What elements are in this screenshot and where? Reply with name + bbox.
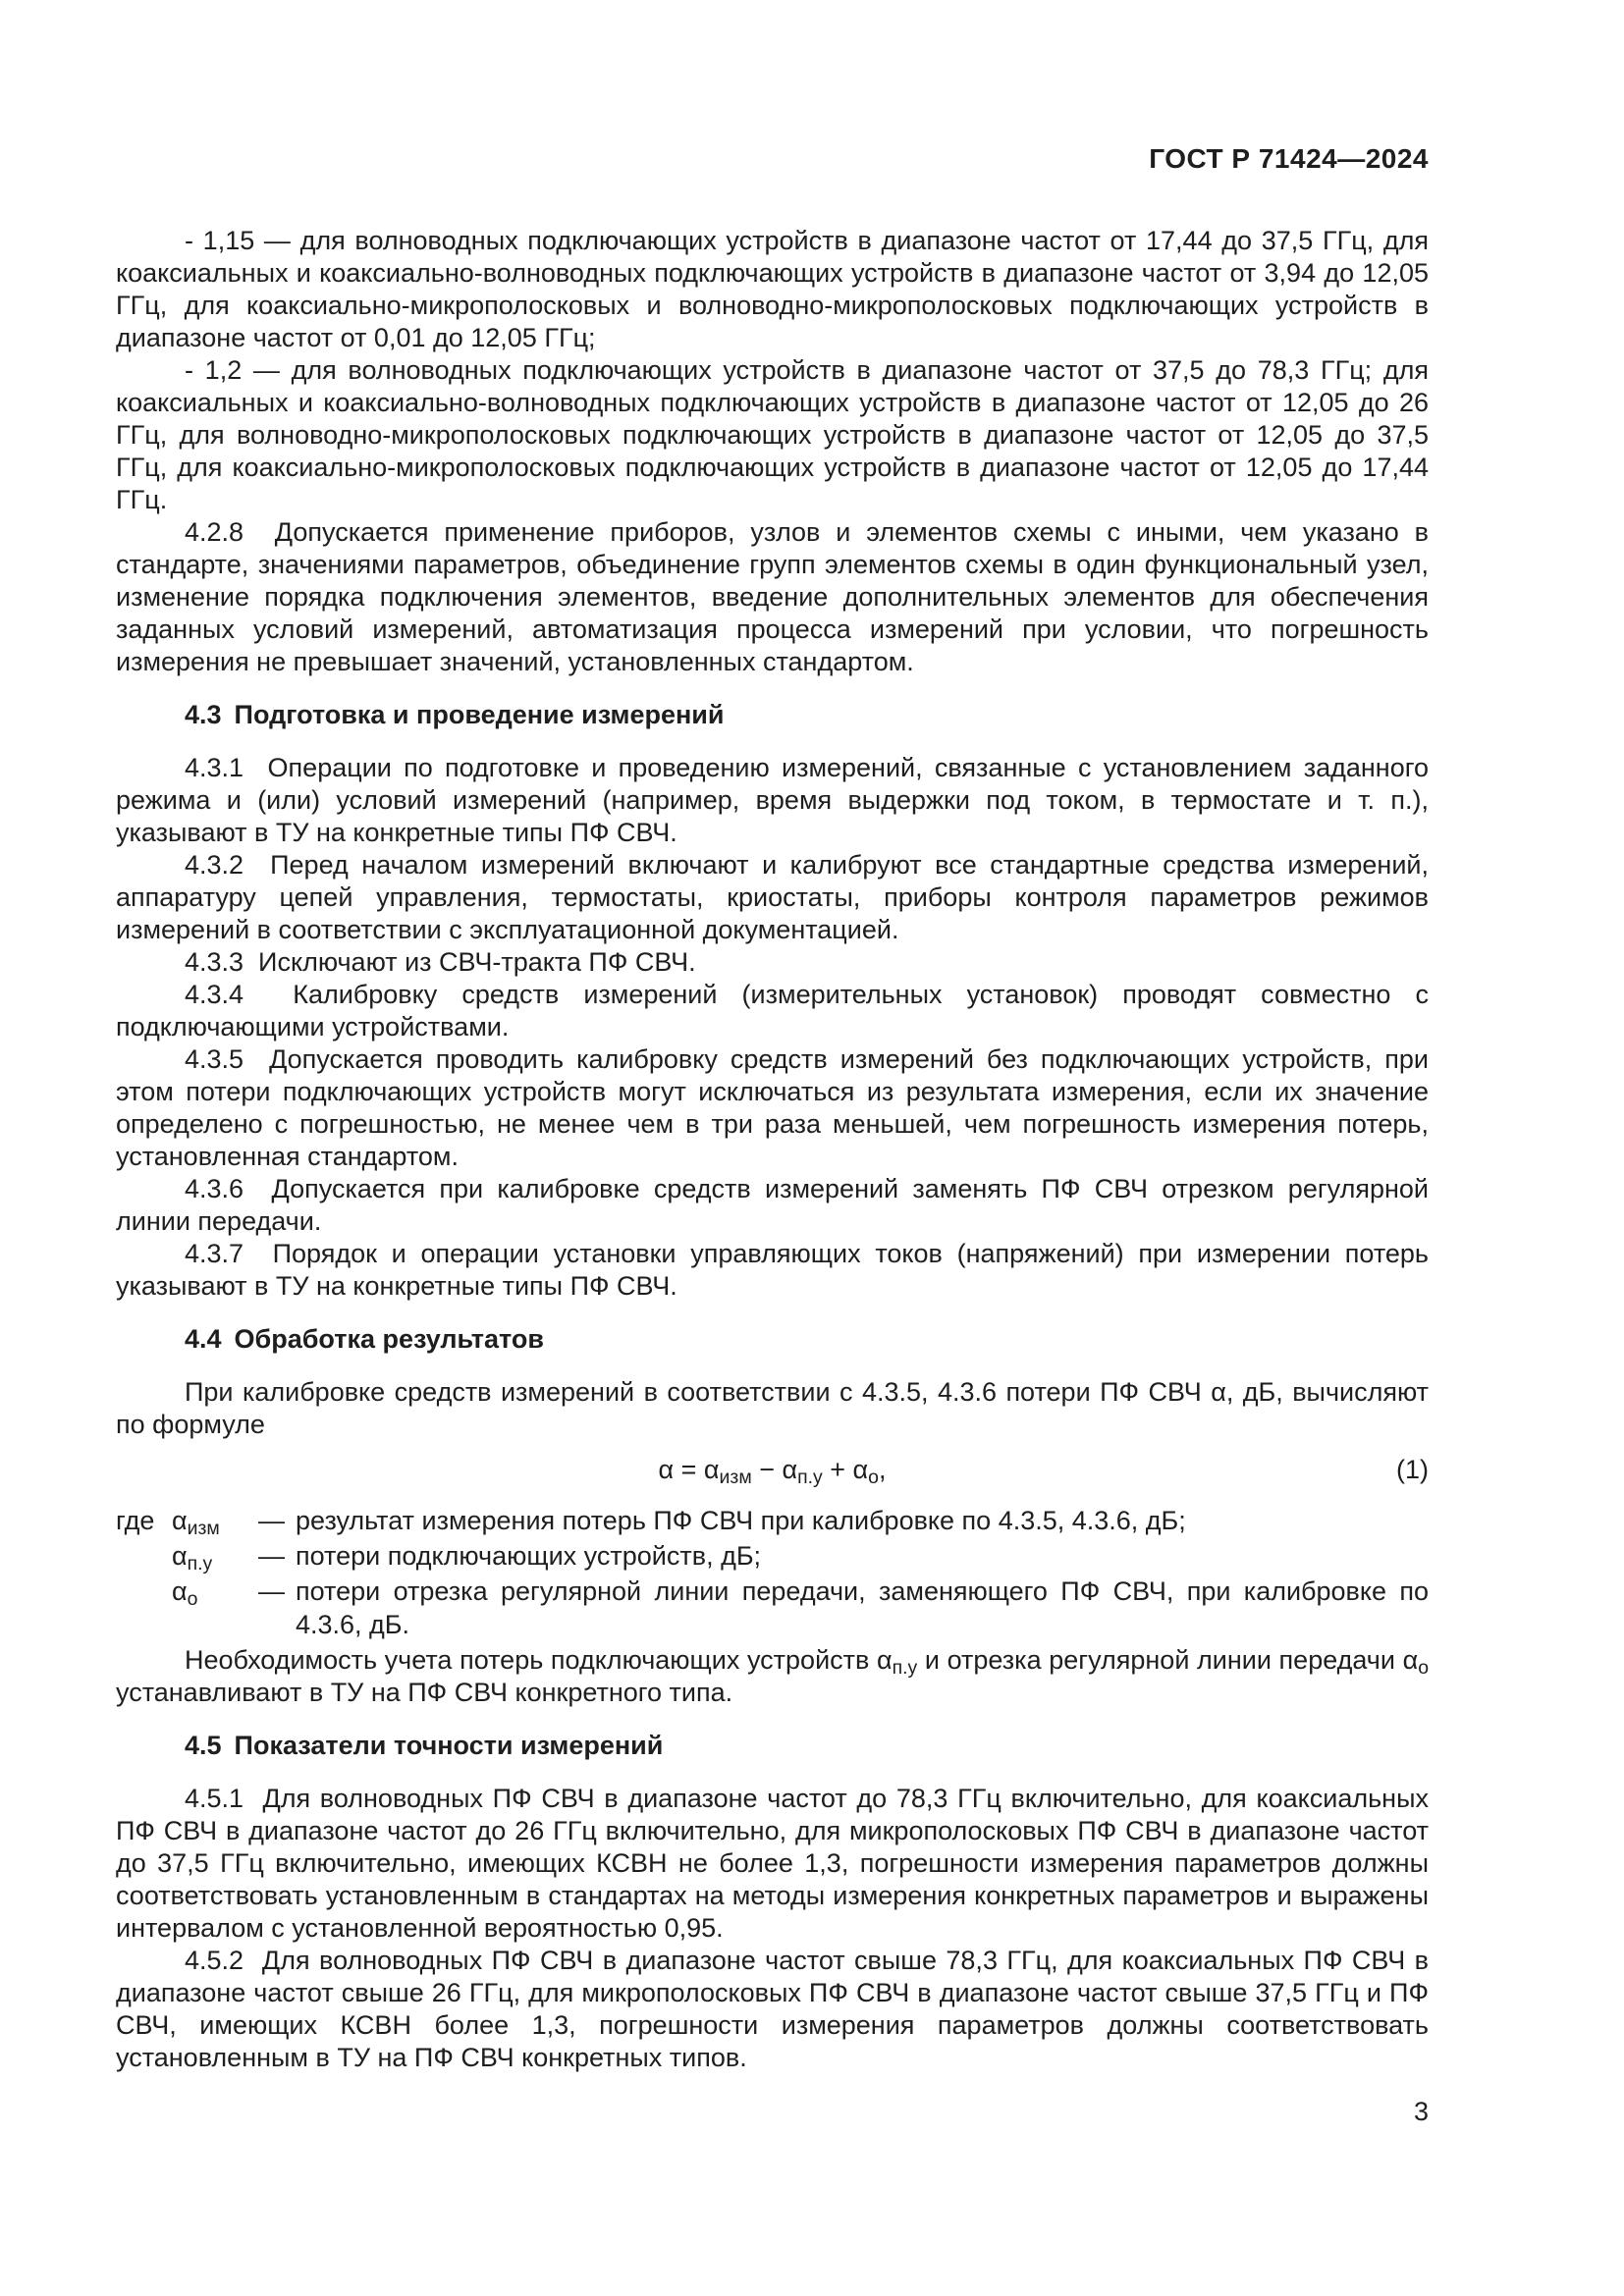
section-number: 4.4 [185, 1324, 222, 1354]
formula-1 [116, 1447, 1429, 1492]
clause-4-4-intro: При калибровке средств измерений в соответствии с 4.3.5, 4.3.6 потери ПФ СВЧ α, дБ, вычисляют по формуле [116, 1377, 1429, 1439]
legend-prefix [116, 1575, 172, 1641]
legend-dash: — [258, 1541, 285, 1571]
section-number: 4.3 [185, 700, 222, 729]
section-heading-4-4 [116, 1323, 1429, 1356]
formula-expression: $\alpha = \alpha_{изм} - \alpha_{п.у} + \alpha_о$, [658, 1455, 887, 1489]
clause-4-2-8: 4.2.8 Допускается применение приборов, узлов и элементов схемы с иными, чем указано в стандарте, значениями параметров, объединение групп элементов схемы в один функциональный узел, изменение порядка подключения элементов, введение дополнительных элементов для обеспечения заданных условий измерений, автоматизация процесса измерений при условии, что погрешность измерения не превышает значений, установленных стандартом. [116, 517, 1429, 676]
list-item-vswr-1-2: - 1,2 — для волноводных подключающих устройств в диапазоне частот от 37,5 до 78,3 ГГц; для коаксиальных и коаксиально-волноводных подключающих устройств в диапазоне частот от 12,05 до 26 ГГц, для волноводно-микрополосковых подключающих устройств в диапазоне частот от 12,05 до 37,5 ГГц, для коаксиально-микрополосковых подключающих устройств в диапазоне частот от 12,05 до 17,44 ГГц. [116, 355, 1429, 514]
legend-row-alpha-o [116, 1575, 1429, 1641]
clause-4-5-1: 4.5.1 Для волноводных ПФ СВЧ в диапазоне частот до 78,3 ГГц включительно, для коаксиальных ПФ СВЧ в диапазоне частот до 26 ГГц включительно, для микрополосковых ПФ СВЧ в диапазоне частот до 37,5 ГГц включительно, имеющих КСВН не более 1,3, погрешности измерения параметров должны соответствовать установленным в стандартах на методы измерения конкретных параметров и выражены интервалом с установленной вероятностью 0,95. [116, 1784, 1429, 1943]
section-title: Подготовка и проведение измерений [234, 700, 725, 729]
legend-description: результат измерения потерь ПФ СВЧ при калибровке по 4.3.5, 4.3.6, дБ; [296, 1506, 1186, 1535]
clause-4-5-2: 4.5.2 Для волноводных ПФ СВЧ в диапазоне частот свыше 78,3 ГГц, для коаксиальных ПФ СВЧ в диапазоне частот свыше 26 ГГц, для микрополосковых ПФ СВЧ в диапазоне частот свыше 37,5 ГГц и ПФ СВЧ, имеющих КСВН более 1,3, погрешности измерения параметров должны соответствовать установленным в ТУ на ПФ СВЧ конкретных типов. [116, 1946, 1429, 2072]
clause-4-3-5: 4.3.5 Допускается проводить калибровку средств измерений без подключающих устройств, при этом потери подключающих устройств могут исключаться из результата измерения, если их значение определено с погрешностью, не менее чем в три раза меньшей, чем погрешность измерения потерь, установленная стандартом. [116, 1044, 1429, 1171]
section-title: Обработка результатов [234, 1324, 544, 1354]
section-number: 4.5 [185, 1731, 222, 1760]
document-header-designation: ГОСТ Р 71424—2024 [1149, 143, 1429, 174]
clause-4-3-3: 4.3.3 Исключают из СВЧ-тракта ПФ СВЧ. [185, 947, 696, 977]
page-number: 3 [1413, 2097, 1429, 2126]
legend-symbol: $\alpha_{п.у}$ [172, 1541, 213, 1575]
legend-dash: — [258, 1506, 285, 1535]
clause-4-4-note: Необходимость учета потерь подключающих устройств $\alpha_{п.у}$ и отрезка регулярной линии передачи $\alpha_о$ устанавливают в ТУ на ПФ СВЧ конкретного типа. [116, 1645, 1429, 1707]
section-title: Показатели точности измерений [234, 1731, 664, 1760]
legend-prefix: где [116, 1506, 155, 1535]
clause-4-3-2: 4.3.2 Перед началом измерений включают и калибруют все стандартные средства измерений, аппаратуру цепей управления, термостаты, криостаты, приборы контроля параметров режимов измерений в соответствии с эксплуатационной документацией. [116, 850, 1429, 944]
section-heading-4-5 [116, 1730, 1429, 1762]
clause-4-3-7: 4.3.7 Порядок и операции установки управляющих токов (напряжений) при измерении потерь указывают в ТУ на конкретные типы ПФ СВЧ. [116, 1239, 1429, 1301]
legend-symbol: $\alpha_{изм}$ [172, 1506, 220, 1540]
legend-description: потери отрезка регулярной линии передачи, заменяющего ПФ СВЧ, при калибровке по 4.3.6, дБ. [296, 1576, 1429, 1639]
legend-prefix [116, 1539, 172, 1573]
legend-description: потери подключающих устройств, дБ; [296, 1541, 762, 1571]
legend-row-alpha-pu [116, 1539, 1429, 1573]
legend-row-alpha-izm [116, 1504, 1429, 1540]
clause-4-3-4: 4.3.4 Калибровку средств измерений (измерительных установок) проводят совместно с подключающими устройствами. [116, 980, 1429, 1041]
legend-dash: — [258, 1576, 285, 1606]
section-heading-4-3 [116, 699, 1429, 731]
document-body [116, 225, 1429, 2074]
formula-legend [116, 1504, 1429, 1641]
clause-4-3-6: 4.3.6 Допускается при калибровке средств измерений заменять ПФ СВЧ отрезком регулярной линии передачи. [116, 1174, 1429, 1236]
legend-symbol: $\alpha_о$ [172, 1576, 198, 1611]
clause-4-3-1: 4.3.1 Операции по подготовке и проведению измерений, связанные с установлением заданного режима и (или) условий измерений (например, время выдержки под током, в термостате и т. п.), указывают в ТУ на конкретные типы ПФ СВЧ. [116, 753, 1429, 847]
list-item-vswr-1-15: - 1,15 — для волноводных подключающих устройств в диапазоне частот от 17,44 до 37,5 ГГц, для коаксиальных и коаксиально-волноводных подключающих устройств в диапазоне частот от 3,94 до 12,05 ГГц, для коаксиально-микрополосковых и волноводно-микрополосковых подключающих устройств в диапазоне частот от 0,01 до 12,05 ГГц; [116, 226, 1429, 352]
formula-number: (1) [1396, 1455, 1429, 1484]
